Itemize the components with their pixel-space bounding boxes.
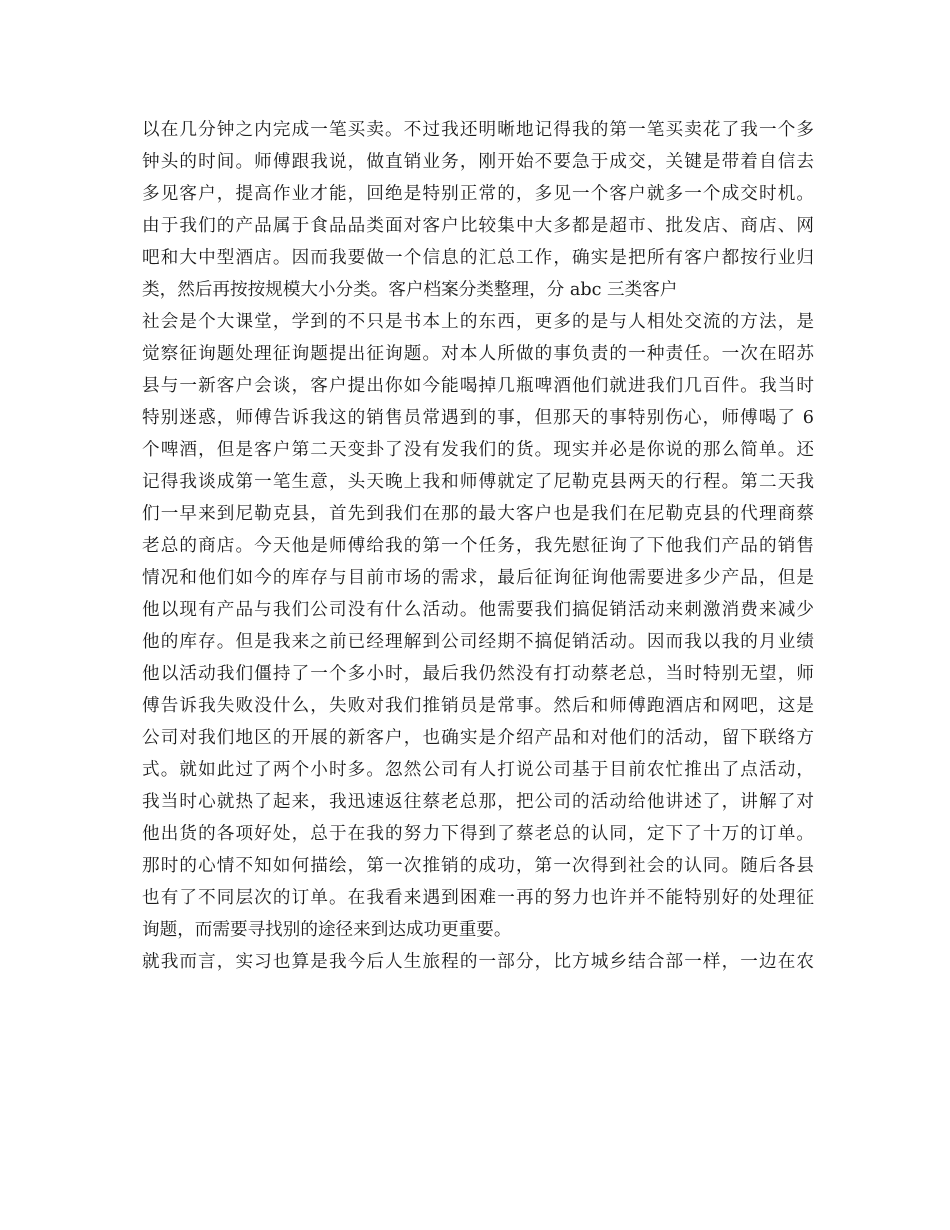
text-line: 傅告诉我失败没什么，失败对我们推销员是常事。然后和师傅跑酒店和网吧，这是	[142, 696, 814, 716]
text-line: 也有了不同层次的订单。在我看来遇到困难一再的努力也许并不能特别好的处理征	[142, 888, 814, 908]
text-line: 我当时心就热了起来，我迅速返往蔡老总那，把公司的活动给他讲述了，讲解了对	[142, 792, 814, 812]
text-line: 吧和大中型酒店。因而我要做一个信息的汇总工作，确实是把所有客户都按行业归	[142, 248, 814, 268]
text-line: 钟头的时间。师傅跟我说，做直销业务，刚开始不要急于成交，关键是带着自信去	[142, 152, 814, 172]
text-line: 那时的心情不知如何描绘，第一次推销的成功，第一次得到社会的认同。随后各县	[142, 856, 814, 876]
body-text	[142, 114, 814, 978]
text-line: 他的库存。但是我来之前已经理解到公司经期不搞促销活动。因而我以我的月业绩	[142, 632, 814, 652]
text-line: 个啤酒，但是客户第二天变卦了没有发我们的货。现实并必是你说的那么简单。还	[142, 440, 814, 460]
text-line: 以在几分钟之内完成一笔买卖。不过我还明晰地记得我的第一笔买卖花了我一个多	[142, 120, 814, 140]
text-line: 他以活动我们僵持了一个多小时，最后我仍然没有打动蔡老总，当时特别无望，师	[142, 664, 814, 684]
text-line: 记得我谈成第一笔生意，头天晚上我和师傅就定了尼勒克县两天的行程。第二天我	[142, 472, 814, 492]
text-line: 们一早来到尼勒克县，首先到我们在那的最大客户也是我们在尼勒克县的代理商蔡	[142, 504, 814, 524]
text-line: 类，然后再按按规模大小分类。客户档案分类整理，分 abc 三类客户	[142, 280, 678, 300]
text-line: 多见客户，提高作业才能，回绝是特别正常的，多见一个客户就多一个成交时机。	[142, 184, 814, 204]
text-line: 老总的商店。今天他是师傅给我的第一个任务，我先慰征询了下他我们产品的销售	[142, 536, 814, 556]
text-line: 他以现有产品与我们公司没有什么活动。他需要我们搞促销活动来刺激消费来减少	[142, 600, 814, 620]
text-line: 由于我们的产品属于食品品类面对客户比较集中大多都是超市、批发店、商店、网	[142, 216, 814, 236]
text-line: 公司对我们地区的开展的新客户，也确实是介绍产品和对他们的活动，留下联络方	[142, 728, 814, 748]
text-line: 就我而言，实习也算是我今后人生旅程的一部分，比方城乡结合部一样，一边在农	[142, 952, 814, 972]
text-line: 县与一新客户会谈，客户提出你如今能喝掉几瓶啤酒他们就进我们几百件。我当时	[142, 376, 814, 396]
text-line: 他出货的各项好处，总于在我的努力下得到了蔡老总的认同，定下了十万的订单。	[142, 824, 814, 844]
text-line: 社会是个大课堂，学到的不只是书本上的东西，更多的是与人相处交流的方法，是	[142, 312, 814, 332]
text-line: 觉察征询题处理征询题提出征询题。对本人所做的事负责的一种责任。一次在昭苏	[142, 344, 814, 364]
text-line: 式。就如此过了两个小时多。忽然公司有人打说公司基于目前农忙推出了点活动，	[142, 760, 814, 780]
text-line: 情况和他们如今的库存与目前市场的需求，最后征询征询他需要进多少产品，但是	[142, 568, 814, 588]
text-line: 特别迷惑，师傅告诉我这的销售员常遇到的事，但那天的事特别伤心，师傅喝了 6	[142, 408, 814, 428]
text-line: 询题，而需要寻找别的途径来到达成功更重要。	[142, 920, 512, 940]
